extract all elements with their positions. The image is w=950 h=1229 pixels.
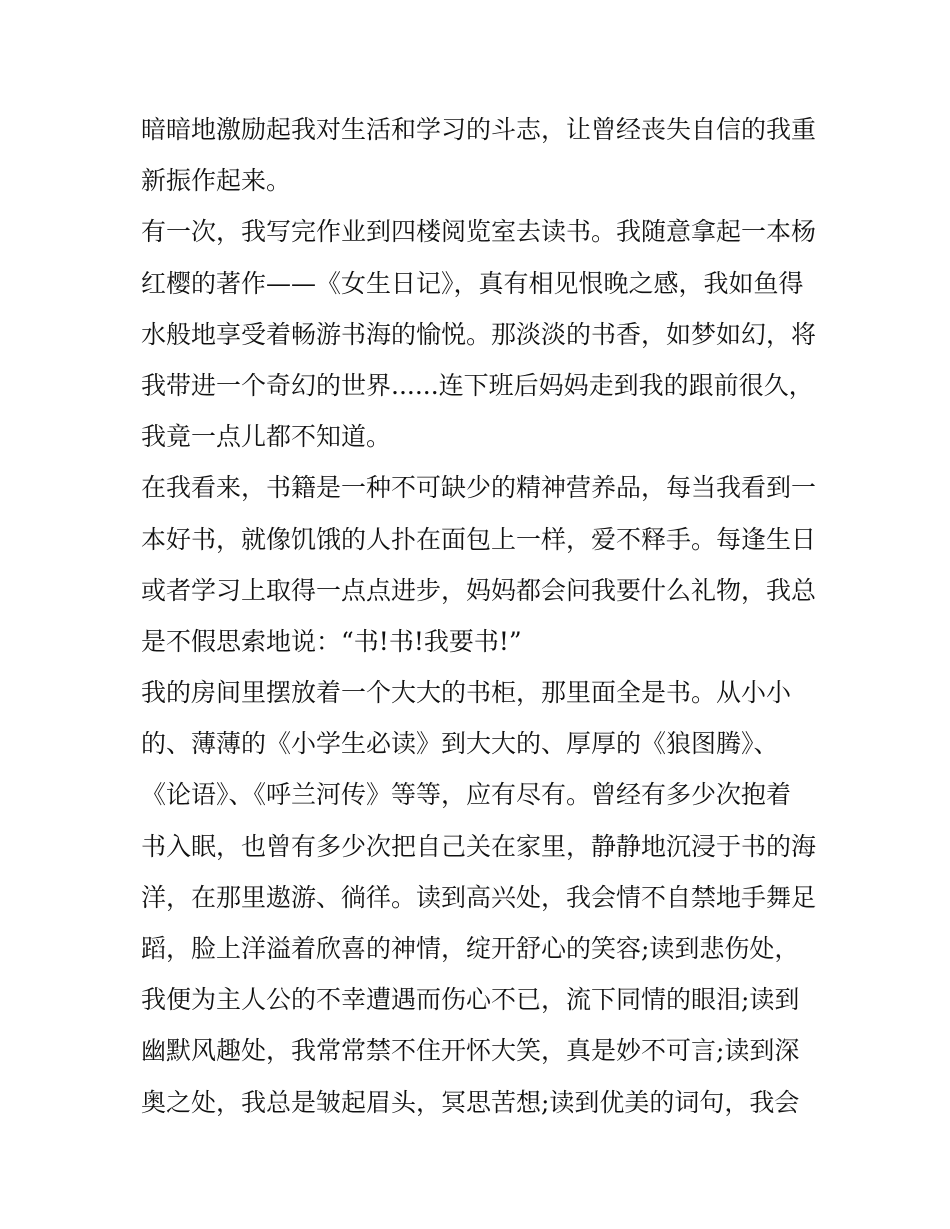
text-line: 有一次，我写完作业到四楼阅览室去读书。我随意拿起一本杨 bbox=[141, 217, 817, 247]
text-line: 蹈，脸上洋溢着欣喜的神情，绽开舒心的笑容;读到悲伤处， bbox=[141, 934, 800, 963]
text-line: 我的房间里摆放着一个大大的书柜，那里面全是书。从小小 bbox=[141, 678, 792, 708]
document-body bbox=[141, 104, 821, 1128]
text-line: 的、薄薄的《小学生必读》到大大的、厚厚的《狼图腾》、 bbox=[141, 729, 779, 759]
text-line: 书入眠，也曾有多少次把自己关在家里，静静地沉浸于书的海 bbox=[141, 831, 817, 861]
text-line: 或者学习上取得一点点进步，妈妈都会问我要什么礼物，我总 bbox=[141, 575, 817, 605]
text-line: 我竟一点儿都不知道。 bbox=[141, 422, 392, 452]
text-line: 是不假思索地说：“书!书!我要书!” bbox=[141, 626, 522, 656]
text-line: 暗暗地激励起我对生活和学习的斗志，让曾经丧失自信的我重 bbox=[141, 115, 817, 144]
text-line: 本好书，就像饥饿的人扑在面包上一样，爱不释手。每逢生日 bbox=[141, 524, 817, 554]
text-line: 我带进一个奇幻的世界......连下班后妈妈走到我的跟前很久， bbox=[141, 370, 814, 400]
text-line: 水般地享受着畅游书海的愉悦。那淡淡的书香，如梦如幻，将 bbox=[141, 319, 817, 349]
text-line: 《论语》、《呼兰河传》等等，应有尽有。曾经有多少次抱着 bbox=[141, 780, 792, 810]
text-line: 新振作起来。 bbox=[141, 166, 292, 196]
text-line: 在我看来，书籍是一种不可缺少的精神营养品，每当我看到一 bbox=[141, 473, 817, 503]
text-line: 我便为主人公的不幸遭遇而伤心不已，流下同情的眼泪;读到 bbox=[141, 985, 800, 1015]
text-line: 幽默风趣处，我常常禁不住开怀大笑，真是妙不可言;读到深 bbox=[141, 1036, 800, 1066]
text-line: 红樱的著作——《女生日记》，真有相见恨晚之感，我如鱼得 bbox=[141, 268, 804, 298]
text-line: 奥之处，我总是皱起眉头，冥思苦想;读到优美的词句，我会 bbox=[141, 1087, 800, 1117]
text-line: 洋，在那里遨游、徜徉。读到高兴处，我会情不自禁地手舞足 bbox=[141, 882, 817, 912]
